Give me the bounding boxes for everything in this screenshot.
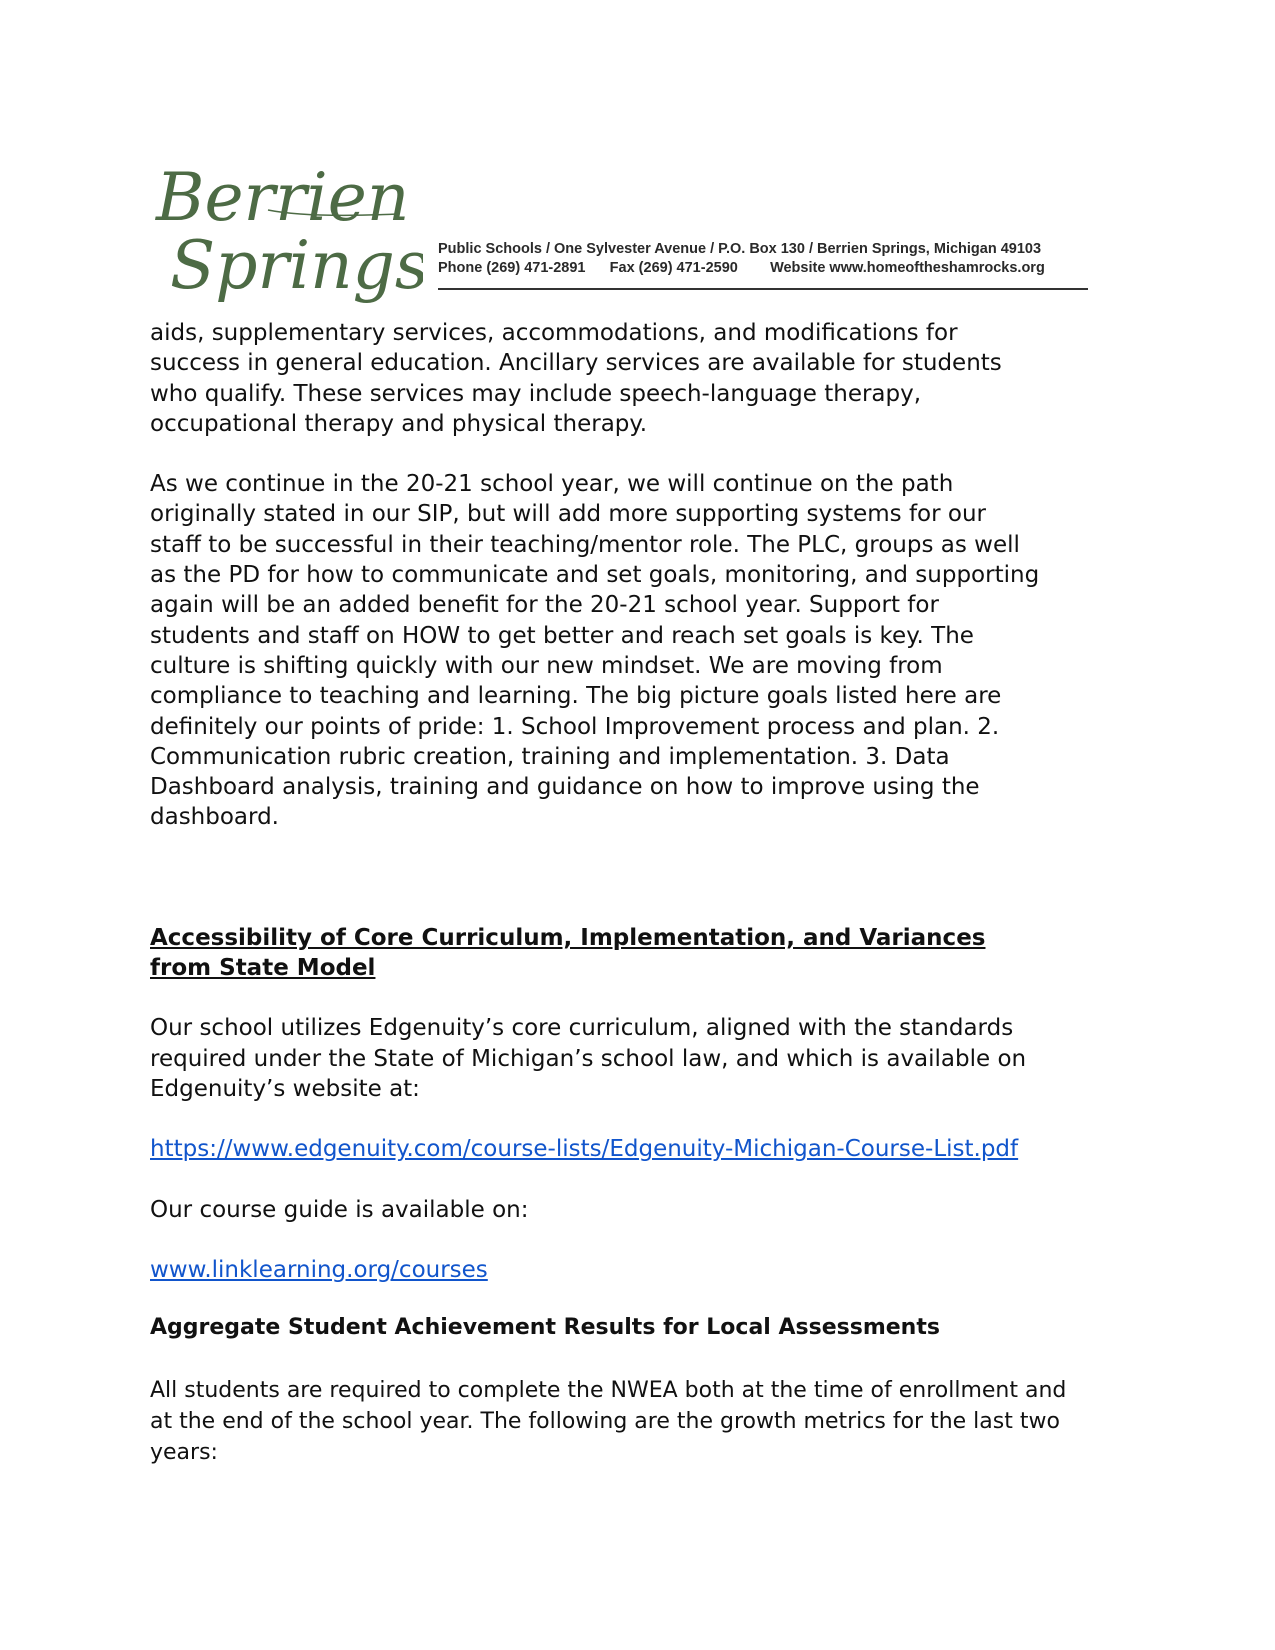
section-heading-accessibility: Accessibility of Core Curriculum, Implementation, and Variances from State Model (150, 924, 986, 982)
berrien-springs-logo (148, 148, 423, 310)
letterhead (148, 148, 1118, 310)
logo-line-berrien: Berrien (156, 159, 410, 236)
paragraph-nwea: All students are required to complete the NWEA both at the time of enrollment and at the end of the school year. The following are the growth metrics for the last two years: (150, 1378, 1067, 1466)
paragraph-curriculum: Our school utilizes Edgenuity’s core curriculum, aligned with the standards required under the State of Michigan’s school law, and which is available on Edgenuity’s website at: (150, 1015, 1027, 1102)
logo-wordmark (148, 148, 423, 310)
paragraph-services: aids, supplementary services, accommodations, and modifications for success in general education. Ancillary services are available for students who qualify. These services may include speech-language therapy, occupational therapy and physical therapy. (150, 320, 1002, 437)
course-guide-link[interactable]: www.linklearning.org/courses (150, 1256, 488, 1283)
section-heading-achievement: Aggregate Student Achievement Results for Local Assessments (150, 1315, 940, 1341)
document-body (150, 318, 1140, 1468)
letterhead-contact: Phone (269) 471-2891 Fax (269) 471-2590 Website www.homeoftheshamrocks.org (438, 260, 1045, 276)
logo-line-springs: Springs (170, 227, 423, 304)
paragraph-course-guide: Our course guide is available on: (150, 1196, 529, 1223)
letterhead-contact-block (438, 240, 1098, 278)
paragraph-school-year: As we continue in the 20-21 school year, we will continue on the path originally stated in our SIP, but will add more supporting systems for our staff to be successful in their teaching/mentor role. The PLC, groups as well as the PD for how to communicate and set goals, monitoring, and supporting again will be an added benefit for the 20-21 school year. Support for students and staff on HOW to get better and reach set goals is key. The culture is shifting quickly with our new mindset. We are moving from compliance to teaching and learning. The big picture goals listed here are definitely our points of pride: 1. School Improvement process and plan. 2. Communication rubric creation, training and implementation. 3. Data Dashboard analysis, training and guidance on how to improve using the dashboard. (150, 471, 1040, 831)
letterhead-address: Public Schools / One Sylvester Avenue / P.O. Box 130 / Berrien Springs, Michigan 49103 (438, 241, 1042, 257)
edgenuity-course-list-link[interactable]: https://www.edgenuity.com/course-lists/Edgenuity-Michigan-Course-List.pdf (150, 1136, 1019, 1163)
letterhead-divider (438, 288, 1088, 290)
